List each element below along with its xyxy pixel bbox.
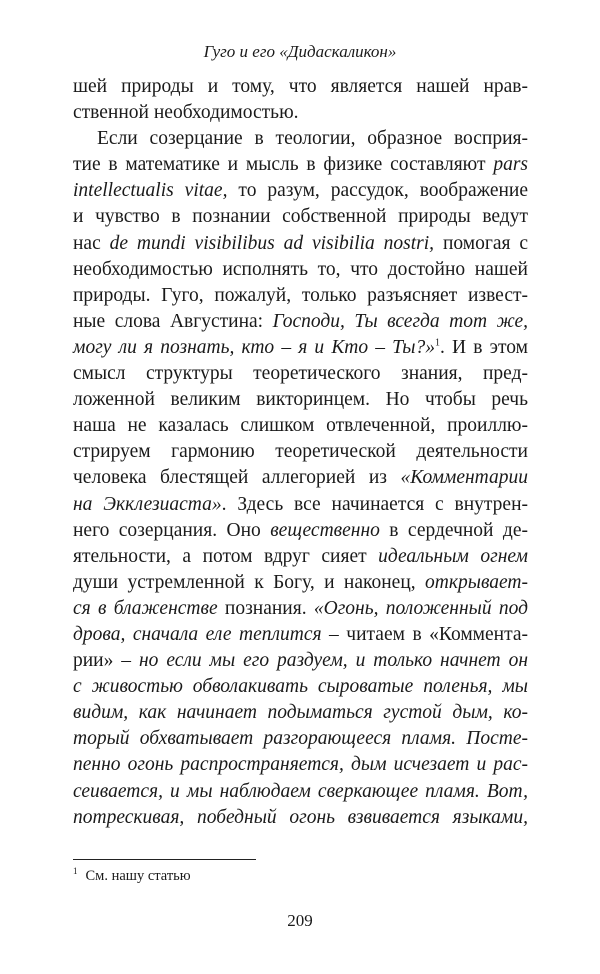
- text-run: стрируем гармонию теоретической деятельности: [73, 441, 528, 463]
- text-run: души устремленной к Богу, и наконец,: [73, 571, 426, 593]
- footnote-divider: [73, 859, 256, 860]
- text-run: ственной необходимостью.: [73, 102, 299, 124]
- italic-text: вещественно: [270, 519, 380, 541]
- text-run: ятельности, а потом вдруг сияет: [73, 545, 379, 567]
- text-line: [73, 492, 528, 518]
- text-line: [73, 544, 528, 570]
- text-run: . Здесь все начинается с внутрен-: [221, 493, 528, 515]
- text-line: [73, 700, 528, 726]
- italic-text: торый обхватывает разгорающееся пламя. Посте-: [73, 728, 528, 750]
- text-line: [73, 126, 528, 152]
- text-line: [73, 622, 528, 648]
- text-line: [73, 413, 528, 439]
- italic-text: видим, как начинает подыматься густой дым, ко-: [73, 702, 528, 724]
- italic-text: идеальным огнем: [378, 545, 528, 567]
- text-line: [73, 726, 528, 752]
- text-run: в сердечной де-: [379, 519, 528, 541]
- footnote-text: См. нашу статью: [85, 867, 191, 884]
- text-line: [73, 204, 528, 230]
- text-line: [73, 570, 528, 596]
- text-line: [73, 805, 528, 831]
- italic-text: дрова, сначала еле теплится: [73, 623, 322, 645]
- text-line: [73, 309, 528, 335]
- text-line: [73, 779, 528, 805]
- italic-text: могу ли я познать, кто – я и Кто – Ты?»: [73, 336, 436, 358]
- text-line: [73, 361, 528, 387]
- text-line: [73, 465, 528, 491]
- text-line: [73, 178, 528, 204]
- text-run: . И в этом: [440, 336, 528, 358]
- text-run: наша не казалась слишком отвлеченной, проиллю-: [73, 415, 528, 437]
- text-run: Если созерцание в теологии, образное восприя-: [97, 128, 528, 150]
- text-run: ложенной великим викторинцем. Но чтобы речь: [73, 389, 528, 411]
- italic-text: de mundi visibilibus ad visibilia nostri,: [109, 232, 435, 254]
- text-line: [73, 152, 528, 178]
- text-line: [73, 387, 528, 413]
- italic-text: потрескивая, победный огонь взвивается языками,: [73, 806, 528, 828]
- text-line: [73, 674, 528, 700]
- text-run: смысл структуры теоретического знания, пред-: [73, 363, 528, 385]
- page-number: 209: [287, 911, 313, 930]
- text-line: [73, 752, 528, 778]
- text-line: [73, 257, 528, 283]
- text-run: и чувство в познании собственной природы ведут: [73, 206, 528, 228]
- text-line: [73, 648, 528, 674]
- text-run: необходимостью исполнять то, что достойно нашей: [73, 258, 528, 280]
- text-run: рии» –: [73, 650, 139, 672]
- italic-text: пенно огонь распространяется, дым исчезает и рас-: [73, 754, 528, 776]
- text-run: него созерцания. Оно: [73, 519, 271, 541]
- text-run: природы. Гуго, пожалуй, только разъясняет извест-: [73, 284, 528, 306]
- text-run: то разум, рассудок, воображение: [227, 180, 529, 202]
- body-text: [73, 74, 528, 831]
- text-run: познания.: [217, 597, 314, 619]
- italic-text: но если мы его раздуем, и только начнет он: [138, 650, 528, 672]
- italic-text: на Экклезиаста»: [73, 493, 222, 515]
- italic-text: сеивается, и мы наблюдаем сверкающее пламя. Вот,: [73, 780, 528, 802]
- italic-text: «Огонь, положенный под: [313, 597, 528, 619]
- text-line: [73, 335, 528, 361]
- italic-text: Господи, Ты всегда тот же,: [272, 310, 528, 332]
- text-run: тие в математике и мысль в физике составляют: [73, 154, 494, 176]
- italic-text: с живостью обволакивать сыроватые поленья, мы: [73, 676, 528, 698]
- italic-text: «Комментарии: [400, 467, 528, 489]
- running-header: Гуго и его «Дидаскаликон»: [203, 42, 397, 61]
- text-run: ные слова Августина:: [73, 310, 273, 332]
- text-run: помогая с: [434, 232, 528, 254]
- text-line: [73, 518, 528, 544]
- text-run: нас: [73, 232, 110, 254]
- footnote-marker: 1: [73, 866, 78, 876]
- text-line: [73, 439, 528, 465]
- italic-text: открывает-: [425, 571, 528, 593]
- text-line: [73, 231, 528, 257]
- text-run: человека блестящей аллегорией из: [73, 467, 401, 489]
- italic-text: pars: [493, 154, 528, 176]
- italic-text: intellectualis vitae,: [73, 180, 228, 202]
- italic-text: ся в блаженстве: [73, 597, 218, 619]
- text-line: [73, 596, 528, 622]
- text-run: шей природы и тому, что является нашей нрав-: [73, 76, 528, 97]
- text-line: [73, 100, 528, 126]
- footnote-reference[interactable]: 1: [435, 337, 441, 349]
- text-run: – читаем в «Коммента-: [321, 623, 528, 645]
- footnote: [73, 866, 191, 885]
- text-line: [73, 283, 528, 309]
- text-line: [73, 74, 528, 100]
